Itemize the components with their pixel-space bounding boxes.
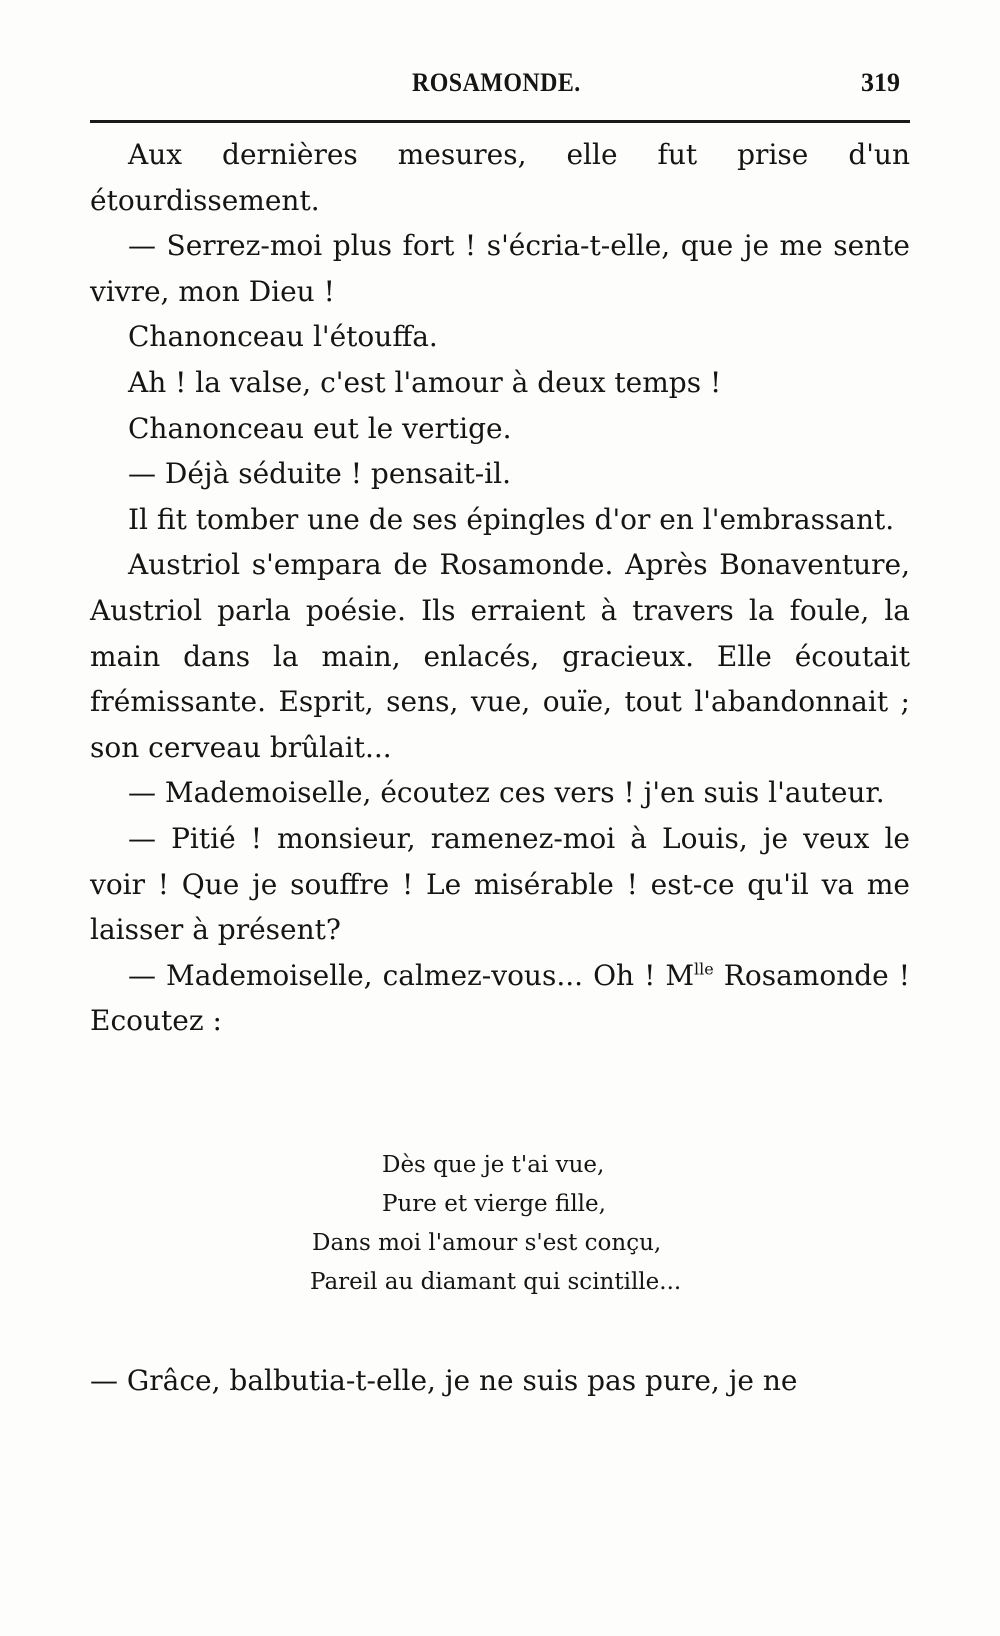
verse-stanza — [310, 1146, 790, 1302]
paragraph: Chanonceau eut le vertige. — [128, 411, 512, 445]
page-number: 319 — [861, 68, 900, 97]
verse-line: Pareil au diamant qui scintille... — [310, 1269, 682, 1295]
running-title: ROSAMONDE. — [412, 68, 581, 97]
paragraph: — Pitié ! monsieur, ramenez-moi à Louis, je veux le voir ! Que je souffre ! Le misérable ! est-ce qu'il va me laisser à présent? — [90, 821, 910, 947]
page-header — [90, 60, 910, 104]
paragraph: Chanonceau l'étouffa. — [128, 320, 438, 354]
header-rule — [90, 120, 910, 123]
paragraph: Austriol s'empara de Rosamonde. Après Bonaventure, Austriol parla poésie. Ils erraient à travers la foule, la main dans la main, enlacés, gracieux. Elle écoutait frémissante. Esprit, sens, vue, ouïe, tout l'abandonnait ; son cerveau brûlait... — [90, 548, 910, 764]
paragraph-part: — Mademoiselle, calmez-vous... Oh ! M — [128, 958, 695, 992]
paragraph-with-title — [90, 953, 910, 1044]
title-abbreviation: lle — [694, 959, 714, 979]
paragraph: — Mademoiselle, écoutez ces vers ! j'en suis l'auteur. — [128, 776, 885, 810]
paragraph: Ah ! la valse, c'est l'amour à deux temps ! — [128, 365, 722, 399]
paragraph-part: Rosamonde ! Ecoutez : — [90, 958, 910, 1038]
final-line: — Grâce, balbutia-t-elle, je ne suis pas pure, je ne — [90, 1364, 798, 1397]
verse-line: Dès que je t'ai vue, — [382, 1152, 605, 1178]
verse-line: Dans moi l'amour s'est conçu, — [312, 1230, 662, 1256]
paragraph: Aux dernières mesures, elle fut prise d'un étourdissement. — [90, 138, 910, 217]
body-text — [90, 132, 910, 1044]
paragraph: — Déjà séduite ! pensait-il. — [128, 457, 511, 491]
paragraph: — Serrez-moi plus fort ! s'écria-t-elle, que je me sente vivre, mon Dieu ! — [90, 229, 910, 308]
verse-line: Pure et vierge fille, — [382, 1191, 606, 1217]
paragraph: Il fit tomber une de ses épingles d'or en l'embrassant. — [128, 502, 895, 536]
